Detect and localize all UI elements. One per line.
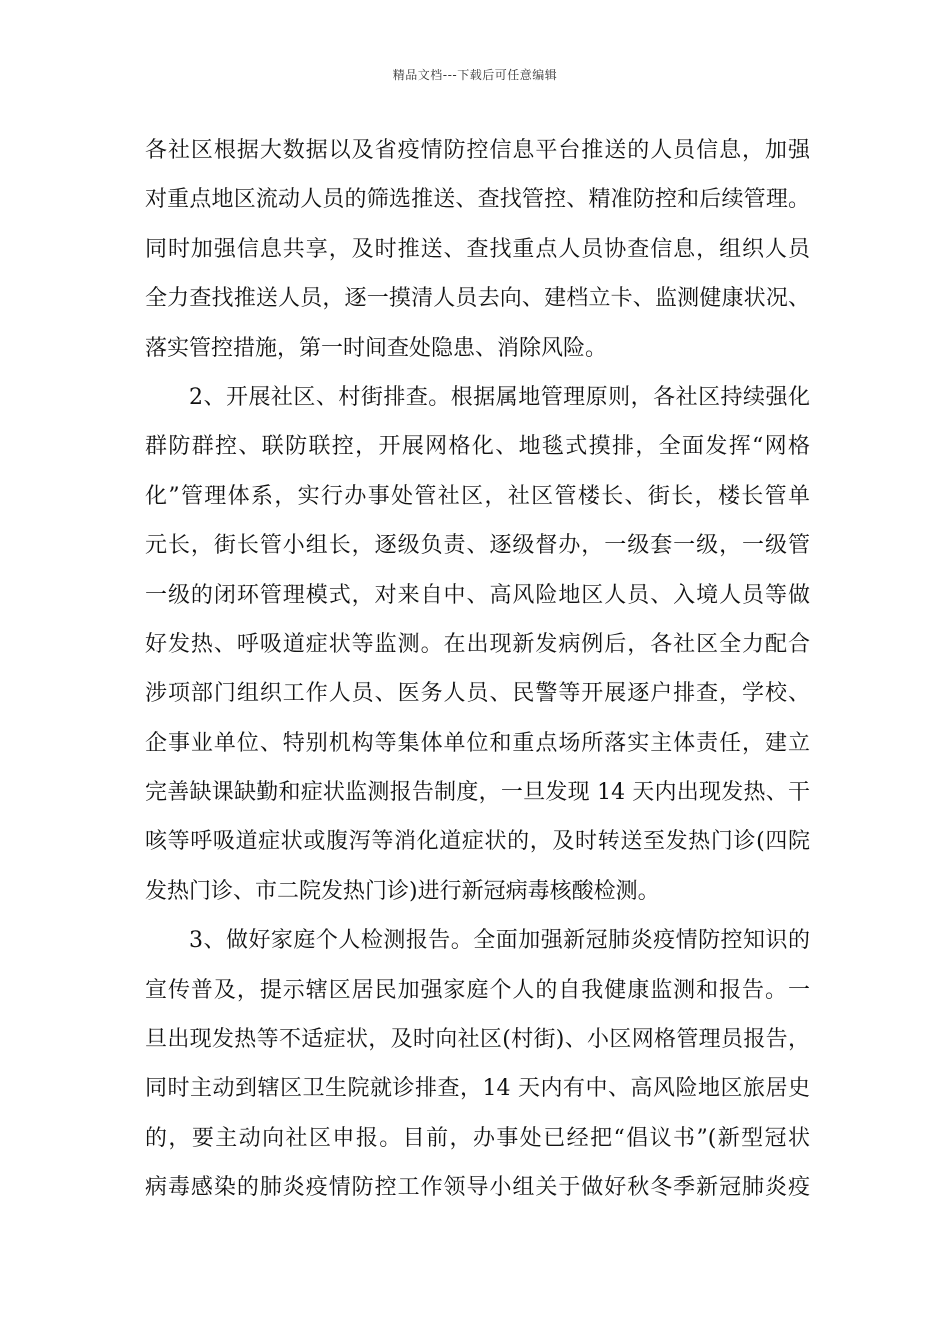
text-line: 病毒感染的肺炎疫情防控工作领导小组关于做好秋冬季新冠肺炎疫	[145, 1175, 810, 1201]
text-line: 全力查找推送人员，逐一摸清人员去向、建档立卡、监测健康状况、	[145, 286, 810, 312]
text-line: 一级的闭环管理模式，对来自中、高风险地区人员、入境人员等做	[145, 582, 810, 608]
text-line: 发热门诊、市二院发热门诊)进行新冠病毒核酸检测。	[145, 878, 660, 904]
text-line: 旦出现发热等不适症状，及时向社区(村街)、小区网格管理员报告，	[145, 1027, 810, 1053]
paragraph-start-line: 3、做好家庭个人检测报告。全面加强新冠肺炎疫情防控知识的	[189, 928, 810, 954]
text-line: 完善缺课缺勤和症状监测报告制度，一旦发现 14 天内出现发热、干	[145, 780, 810, 806]
paragraph-start-line: 2、开展社区、村街排查。根据属地管理原则，各社区持续强化	[189, 384, 810, 410]
text-line: 涉项部门组织工作人员、医务人员、民警等开展逐户排查，学校、	[145, 681, 810, 707]
document-body	[145, 126, 810, 1213]
text-line: 落实管控措施，第一时间查处隐患、消除风险。	[145, 335, 608, 361]
page-header: 精品文档---下载后可任意编辑	[392, 68, 558, 82]
text-line: 化”管理体系，实行办事处管社区，社区管楼长、街长，楼长管单	[145, 483, 810, 509]
text-line: 各社区根据大数据以及省疫情防控信息平台推送的人员信息，加强	[145, 138, 810, 163]
text-line: 对重点地区流动人员的筛选推送、查找管控、精准防控和后续管理。	[145, 187, 810, 213]
text-line: 咳等呼吸道症状或腹泻等消化道症状的，及时转送至发热门诊(四院	[145, 829, 810, 855]
text-line: 元长，街长管小组长，逐级负责、逐级督办，一级套一级，一级管	[145, 533, 810, 559]
text-line: 群防群控、联防联控，开展网格化、地毯式摸排，全面发挥“网格	[145, 434, 810, 460]
text-line: 的，要主动向社区申报。目前，办事处已经把“倡议书”(新型冠状	[145, 1125, 810, 1151]
text-line: 同时主动到辖区卫生院就诊排查，14 天内有中、高风险地区旅居史	[145, 1076, 810, 1102]
text-line: 同时加强信息共享，及时推送、查找重点人员协查信息，组织人员	[145, 236, 810, 262]
text-line: 宣传普及，提示辖区居民加强家庭个人的自我健康监测和报告。一	[145, 977, 810, 1003]
text-line: 企事业单位、特别机构等集体单位和重点场所落实主体责任，建立	[145, 730, 810, 756]
text-line: 好发热、呼吸道症状等监测。在出现新发病例后，各社区全力配合	[145, 631, 810, 657]
